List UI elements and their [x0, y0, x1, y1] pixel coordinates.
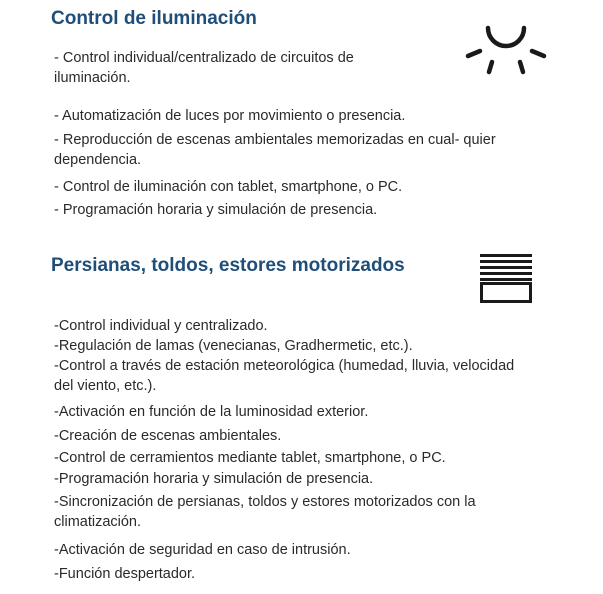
- blinds-item-8: -Sincronización de persianas, toldos y estores motorizados con la climatización.: [54, 494, 476, 530]
- blinds-item-10: -Función despertador.: [54, 566, 196, 582]
- lighting-item-3: - Reproducción de escenas ambientales memorizadas en cual- quier dependencia.: [54, 132, 496, 168]
- lighting-item-5: - Programación horaria y simulación de presencia.: [54, 202, 378, 218]
- blinds-item-9: -Activación de seguridad en caso de intrusión.: [54, 542, 351, 558]
- section-title-blinds: Persianas, toldos, estores motorizados: [51, 255, 405, 276]
- section-title-lighting: Control de iluminación: [51, 8, 257, 29]
- sun-icon: [462, 20, 552, 78]
- lighting-item-2: - Automatización de luces por movimiento o presencia.: [54, 108, 406, 124]
- lighting-item-4: - Control de iluminación con tablet, smartphone, o PC.: [54, 179, 403, 195]
- blinds-item-1: -Control individual y centralizado.: [54, 318, 268, 334]
- blinds-item-4: -Activación en función de la luminosidad exterior.: [54, 404, 369, 420]
- blinds-item-2: -Regulación de lamas (venecianas, Gradhermetic, etc.).: [54, 338, 413, 354]
- blinds-item-5: -Creación de escenas ambientales.: [54, 428, 282, 444]
- blinds-icon: [476, 252, 536, 304]
- lighting-item-1: - Control individual/centralizado de circuitos de iluminación.: [54, 50, 354, 86]
- blinds-item-7: -Programación horaria y simulación de presencia.: [54, 471, 374, 487]
- blinds-item-6: -Control de cerramientos mediante tablet, smartphone, o PC.: [54, 450, 446, 466]
- blinds-item-3: -Control a través de estación meteorológica (humedad, lluvia, velocidad del viento, etc.).: [54, 358, 515, 394]
